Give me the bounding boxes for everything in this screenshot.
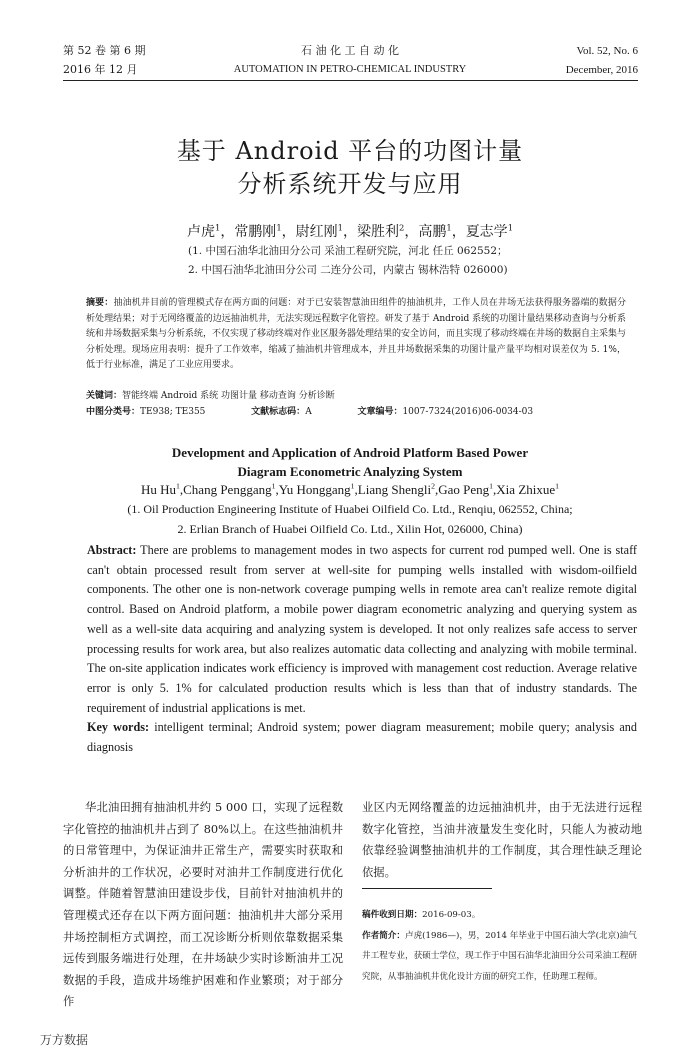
en-affiliation-line2: 2. Erlian Branch of Huabei Oilfield Co. Ltd., Xilin Hot, 026000, China)	[177, 522, 523, 536]
cn-keywords-label: 关键词：	[86, 391, 123, 401]
en-keywords-text: intelligent terminal; Android system; power diagram measurement; mobile query; analysis and diagnosis	[87, 720, 637, 755]
en-author-separator: ,	[493, 482, 497, 497]
cn-classification-line	[86, 405, 646, 420]
en-author-affiliation-mark: 2	[431, 481, 435, 491]
cn-author-name: 梁胜利	[357, 224, 399, 240]
author-list-cn	[0, 221, 700, 241]
cn-author-name: 卢虎	[186, 224, 215, 240]
doc-value: A	[305, 407, 312, 417]
cn-author-separator: ，	[220, 224, 235, 240]
cn-author-name: 夏志学	[465, 224, 508, 240]
header-rule	[63, 80, 638, 81]
affiliation-line1: (1. 中国石油华北油田分公司 采油工程研究院，河北 任丘 062552；	[188, 245, 508, 257]
paper-title-line1: 基于 Android 平台的功图计量	[176, 137, 524, 165]
en-author-name: Gao Peng	[438, 482, 490, 497]
en-keywords-label: Key words:	[87, 720, 150, 735]
en-author-name: Liang Shengli	[357, 482, 432, 497]
cn-author-name: 常鹏刚	[234, 224, 277, 240]
cn-author-affiliation-mark: 1	[214, 222, 221, 233]
article-value: 1007-7324(2016)06-0034-03	[402, 407, 534, 417]
cn-abstract	[86, 296, 626, 374]
journal-date-en: December, 2016	[565, 64, 638, 76]
footnote	[362, 905, 642, 988]
body-right-column	[362, 797, 642, 883]
cn-abstract-label: 摘要：	[86, 298, 114, 308]
en-author-affiliation-mark: 1	[271, 481, 276, 491]
received-label: 稿件收到日期：	[362, 910, 423, 920]
cn-author-name: 尉红刚	[295, 224, 338, 240]
cn-abstract-text: 抽油机井目前的管理模式存在两方面的问题：对于已安装智慧油田组件的抽油机井，工作人员在井场无法获得服务器端的数据分析处理结果；对于无网络覆盖的边远抽油机井，无法实现远程数字化管控。研发了基于 Android 系统的功图计量结果移动查询与分析系统和井场数据采集与分析系统，不仅实现了移动终端对作业区服务器处理结果的安全访问，而且实现了移动终端在井场的数据自主采集与分析处理。现场应用表明：提升了工作效率，缩减了抽油机井管理成本，并且井场数据采集的功图计量产量平均相对误差仅为 5. 1%，低于行业标准，满足了工业应用要求。	[86, 298, 627, 371]
cn-author-affiliation-mark: 2	[399, 222, 405, 233]
cn-author-separator: ，	[451, 224, 466, 240]
article-label: 文章编号：	[357, 407, 403, 417]
en-author-name: Yu Honggang	[278, 482, 351, 497]
cn-author-separator: ，	[404, 224, 419, 240]
en-title-line1: Development and Application of Android Platform Based Power	[171, 445, 529, 460]
journal-vol-en: Vol. 52, No. 6	[576, 45, 638, 57]
cn-author-affiliation-mark: 1	[446, 222, 452, 233]
received-date: 2016-09-03。	[422, 910, 481, 920]
en-abstract-text: There are problems to management modes in two aspects for current rod pumped well. One is staff can't obtain processed result from server at well-site for pumping wells installed with wisdom-oilfield components. The other one is non-network coverage pumping wells in remote area can't realize remote digital control. Based on Android platform, a mobile power diagram econometric analyzing and querying system as well as a well-site data acquiring and analyzing system is developed. It not only realizes safe access to server processing results for work area, but also realizes automatic data collecting and analyzing with mobile terminal. The on-site application indicates work efficiency is improved with management cost reduction. Average relative error is only 5. 1% for calculated production results which is less than that of industry standards. The requirement of industrial applications is met.	[87, 543, 637, 715]
clc-value: TE938; TE355	[140, 407, 206, 417]
clc-label: 中图分类号：	[86, 407, 141, 417]
doc-label: 文献标志码：	[251, 407, 306, 417]
paper-title-line2: 分析系统开发与应用	[237, 170, 463, 198]
en-title-line2: Diagram Econometric Analyzing System	[237, 464, 463, 479]
cn-author-affiliation-mark: 1	[507, 222, 514, 233]
body-left-column	[63, 797, 343, 1013]
watermark: 万方数据	[40, 1033, 89, 1047]
cn-author-separator: ，	[343, 224, 357, 240]
author-bio-label: 作者简介：	[362, 930, 405, 941]
en-author-separator: ,	[434, 482, 439, 497]
affiliation-line2: 2. 中国石油华北油田分公司 二连分公司，内蒙古 锡林浩特 026000)	[188, 264, 508, 276]
en-author-separator: ,	[354, 482, 358, 497]
cn-author-affiliation-mark: 1	[276, 222, 282, 233]
cn-author-name: 高鹏	[418, 224, 447, 240]
en-author-affiliation-mark: 1	[350, 481, 355, 491]
cn-keywords-text: 智能终端 Android 系统 功图计量 移动查询 分析诊断	[122, 391, 335, 401]
journal-name-en: AUTOMATION IN PETRO-CHEMICAL INDUSTRY	[233, 64, 467, 75]
cn-author-separator: ，	[281, 224, 296, 240]
en-author-separator: ,	[179, 482, 184, 497]
journal-volume: 第 52 卷 第 6 期	[63, 44, 146, 57]
en-author-affiliation-mark: 1	[555, 481, 560, 491]
cn-keywords	[86, 389, 626, 405]
en-abstract-label: Abstract:	[87, 543, 137, 557]
journal-name-cn: 石 油 化 工 自 动 化	[301, 44, 399, 57]
en-affiliation-line1: (1. Oil Production Engineering Institute of Huabei Oilfield Co. Ltd., Renqiu, 062552, China;	[127, 502, 573, 516]
en-author-name: Chang Penggang	[183, 482, 272, 497]
author-bio-text: 卢虎(1986—)，男，2014 年毕业于中国石油大学(北京)油气井工程专业，获硕士学位，现工作于中国石油华北油田分公司采油工程研究院，从事抽油机井优化设计方面的研究工作，任助理工程师。	[362, 930, 638, 983]
journal-date: 2016 年 12 月	[63, 63, 138, 76]
en-author-name: Hu Hu	[140, 482, 176, 497]
footnote-rule	[362, 888, 492, 889]
en-author-affiliation-mark: 1	[175, 481, 180, 491]
en-author-name: Xia Zhixue	[496, 482, 556, 497]
body-paragraph-right: 业区内无网络覆盖的边远抽油机井，由于无法进行远程数字化管控，当油井液量发生变化时，只能人为被动地依靠经验调整抽油机井的工作制度，其合理性缺乏理论依据。	[362, 801, 642, 879]
body-paragraph-left: 华北油田拥有抽油机井约 5 000 口，实现了远程数字化管控的抽油机井占到了 80%以上。在这些抽油机井的日常管理中，为保证油井正常生产，需要实时获取和分析油井的工作状况，必要时对油井工作制度进行优化调整。伴随着智慧油田建设步伐，目前针对抽油机井的管理模式还存在以下两方面问题：抽油机井大部分采用井场控制柜方式调控，而工况诊断分析则依靠数据采集远传到服务端进行处理，在井场缺少实时诊断油井工况数据的手段，造成井场维护困难和作业繁琐；对于部分作	[63, 801, 343, 1009]
en-author-list	[0, 482, 700, 498]
en-author-affiliation-mark: 1	[489, 481, 494, 491]
cn-author-affiliation-mark: 1	[337, 222, 343, 233]
en-abstract	[87, 541, 637, 758]
en-author-separator: ,	[275, 482, 279, 497]
